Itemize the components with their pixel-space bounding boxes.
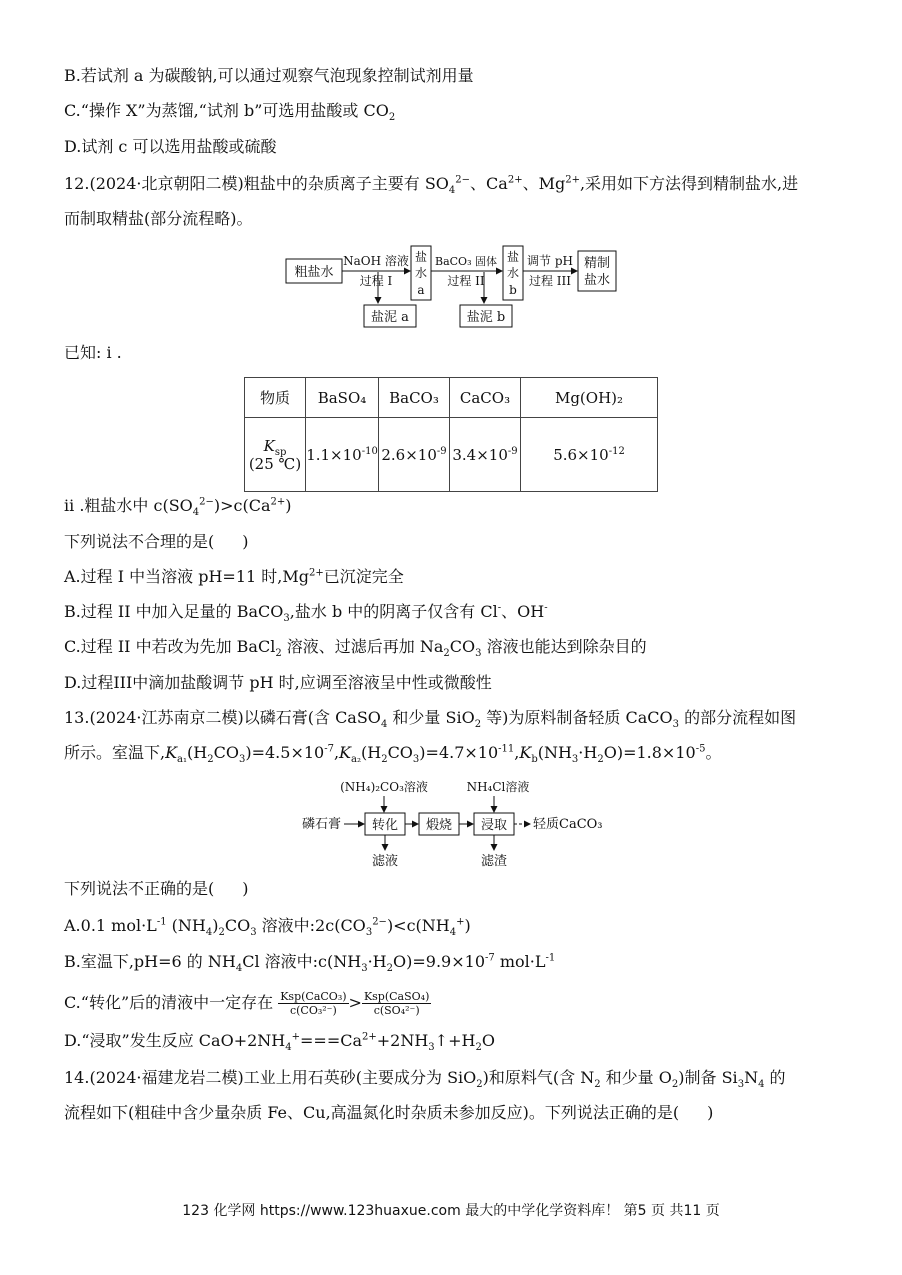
q12-stem-line1: 12.(2024·北京朝阳二模)粗盐中的杂质离子主要有 $SO_4^{2-}$、$Ca^{2+}$、$Mg^{2+}$,采用如下方法得到精制盐水,进 bbox=[64, 174, 799, 197]
q13-option-a: A.0.1 $mol\cdot L^{-1}$ $(NH_4)_2CO_3$ 溶液中$:2c(CO_3^{2-})<c(NH_4^+)$ bbox=[64, 916, 471, 939]
flow12-mud-b: 盐泥 b bbox=[466, 310, 506, 325]
flow12-brine-a-1: 盐 bbox=[414, 250, 428, 264]
q13-option-b: B.室温下,pH=6 的 $NH_4Cl$ 溶液中$:c(NH_3\cdot H_2O)=9.9\times 10^{-7}$ $mol\cdot L^{-1}$ bbox=[64, 952, 556, 975]
q12-option-d: D.过程III中滴加盐酸调节 pH 时,应调至溶液呈中性或微酸性 bbox=[64, 673, 492, 692]
ksp-row-label: $K_{sp}$ (25 ℃) bbox=[245, 418, 306, 492]
q12-ask: 下列说法不合理的是( ) bbox=[64, 532, 249, 551]
q12-option-a: A.过程 I 中当溶液 pH=11 时$,Mg^{2+}$已沉淀完全 bbox=[64, 567, 404, 586]
flow13-box2: 煅烧 bbox=[425, 818, 453, 833]
flow12-start: 粗盐水 bbox=[294, 265, 334, 280]
q13-option-d: D.“浸取”发生反应 $CaO+2NH_4^+===Ca^{2+}+2NH_3↑+H_2O$ bbox=[64, 1031, 495, 1054]
option-b-prev: B.若试剂 a 为碳酸钠,可以通过观察气泡现象控制试剂用量 bbox=[64, 66, 474, 85]
ksp-mgoh2-value: $5.6\times 10^{-12}$ bbox=[521, 418, 658, 492]
q13-flow-diagram bbox=[296, 776, 616, 872]
flow12-step3-name: 过程 III bbox=[528, 274, 572, 288]
ksp-caco3-value: $3.4\times 10^{-9}$ bbox=[450, 418, 521, 492]
flow12-brine-a-2: 水 bbox=[414, 266, 428, 280]
ksp-header-mgoh2: Mg(OH)₂ bbox=[521, 378, 658, 418]
ksp-header-baco3: BaCO₃ bbox=[379, 378, 450, 418]
flow12-step2-name: 过程 II bbox=[447, 274, 485, 288]
flow12-mud-a: 盐泥 a bbox=[371, 310, 409, 325]
flow12-step3-reagent: 调节 pH bbox=[527, 254, 573, 268]
ksp-baco3-value: $2.6\times 10^{-9}$ bbox=[379, 418, 450, 492]
q12-flow-diagram bbox=[280, 243, 620, 333]
q14-stem-line2: 流程如下(粗硅中含少量杂质 Fe、Cu,高温氮化时杂质未参加反应)。下列说法正确的是( ) bbox=[64, 1103, 714, 1122]
q12-option-c: C.过程 II 中若改为先加 BaCl$_2$ 溶液、过滤后再加 $Na_2CO_3$ 溶液也能达到除杂目的 bbox=[64, 637, 647, 660]
fraction-caco3: $\frac{\text{Ksp(CaCO₃)}}{\text{c(CO₃²⁻)}}$ bbox=[280, 990, 347, 1017]
flow13-out1: 滤液 bbox=[371, 854, 399, 869]
q13-stem-line2: 所示。室温下$,K_{a_1}(H_2CO_3)=4.5\times 10^{-7},K_{a_2}(H_2CO_3)=4.7\times 10^{-11},K_b(NH_3\cdot H_2O)=1.8\times 10^{-5}$。 bbox=[64, 743, 722, 766]
ksp-header-substance: 物质 bbox=[245, 378, 306, 418]
flow13-box1: 转化 bbox=[371, 818, 399, 833]
fraction-caso4: $\frac{\text{Ksp(CaSO₄)}}{\text{c(SO₄²⁻)}}$ bbox=[363, 990, 430, 1017]
flow13-reagent1: (NH₄)₂CO₃溶液 bbox=[340, 780, 428, 794]
flow12-brine-b-3: b bbox=[509, 283, 517, 297]
flow12-step2-reagent: BaCO₃ 固体 bbox=[435, 255, 497, 268]
q13-ask: 下列说法不正确的是( ) bbox=[64, 879, 249, 898]
known-label: 已知: i . bbox=[64, 343, 122, 362]
q13-stem-line1: 13.(2024·江苏南京二模)以磷石膏(含 CaSO$_4$ 和少量 SiO$_2$ 等)为原料制备轻质 CaCO$_3$ 的部分流程如图 bbox=[64, 708, 797, 731]
option-d-prev: D.试剂 c 可以选用盐酸或硫酸 bbox=[64, 137, 277, 156]
ksp-table bbox=[244, 377, 658, 492]
flow12-end-1: 精制 bbox=[583, 256, 611, 271]
flow12-step1-name: 过程 I bbox=[359, 274, 393, 288]
flow13-start: 磷石膏 bbox=[302, 817, 342, 832]
flow13-product: 轻质CaCO₃ bbox=[533, 817, 603, 832]
q12-option-b: B.过程 II 中加入足量的 BaCO$_3$,盐水 b 中的阴离子仅含有 Cl-、OH- bbox=[64, 602, 548, 625]
flow12-brine-b-1: 盐 bbox=[506, 250, 520, 264]
flow12-end-2: 盐水 bbox=[583, 273, 611, 288]
ksp-baso4-value: $1.1\times 10^{-10}$ bbox=[306, 418, 379, 492]
q13-option-c: C.“转化”后的清液中一定存在 $\frac{\text{Ksp(CaCO₃)}}{\text{c(CO₃²⁻)}}$ > $\frac{\text{Ksp(CaSO₄)}}{\text{c(SO₄²⁻)}}$ bbox=[64, 990, 430, 1017]
ksp-header-baso4: BaSO₄ bbox=[306, 378, 379, 418]
page-footer: 123 化学网 https://www.123huaxue.com 最大的中学化学资料库！ 第5 页 共11 页 bbox=[182, 1203, 720, 1219]
flow13-box3: 浸取 bbox=[480, 818, 508, 833]
ksp-header-caco3: CaCO₃ bbox=[450, 378, 521, 418]
q12-stem-line2: 而制取精盐(部分流程略)。 bbox=[64, 209, 253, 228]
flow13-out2: 滤渣 bbox=[480, 854, 508, 869]
option-c-prev: C.“操作 X”为蒸馏,“试剂 b”可选用盐酸或 $CO_2$ bbox=[64, 101, 396, 124]
known-ii: ii .粗盐水中 $c(SO_4^{2-})>c(Ca^{2+})$ bbox=[64, 496, 292, 519]
flow12-step1-reagent: NaOH 溶液 bbox=[343, 254, 409, 268]
q14-stem-line1: 14.(2024·福建龙岩二模)工业上用石英砂(主要成分为 SiO$_2$)和原料气(含 $N_2$ 和少量 $O_2$)制备 $Si_3N_4$ 的 bbox=[64, 1068, 786, 1091]
flow13-reagent2: NH₄Cl溶液 bbox=[466, 780, 530, 794]
flow12-brine-a-3: a bbox=[417, 283, 425, 297]
flow12-brine-b-2: 水 bbox=[506, 266, 520, 280]
